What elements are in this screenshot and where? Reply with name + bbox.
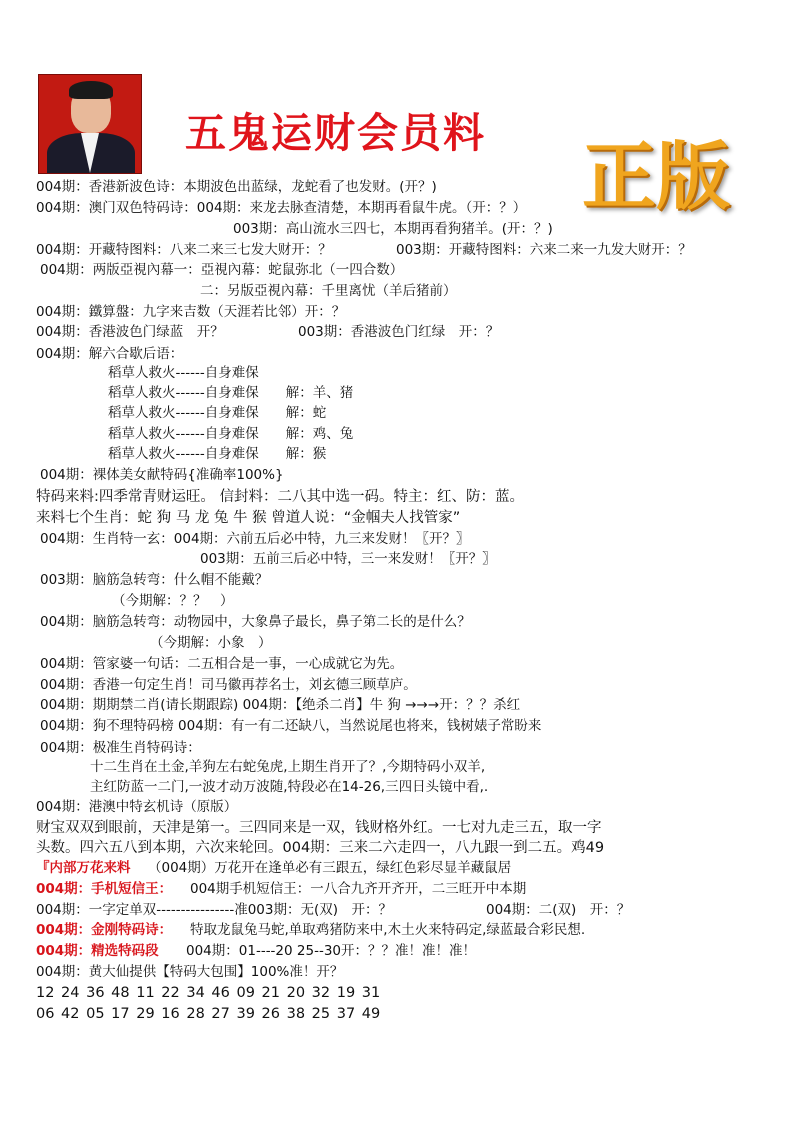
text-line: 稻草人救火------自身难保 解：猴 [108,446,327,462]
text-line: 004期：一字定单双----------------准003期：无(双) 开：？ [36,902,393,918]
text-line: 004期：港澳中特玄机诗（原版） [36,799,238,815]
text-line: 二：另版亞視內幕：千里离忧（羊后猪前） [200,283,457,299]
text-line-highlight: 004期：手机短信王： [36,881,173,897]
text-line: （今期解：？？ ） [112,593,234,609]
text-line: 004期：两版亞視內幕一：亞視內幕：蛇鼠弥北（一四合数） [40,262,404,278]
text-line: 004期：香港波色门绿蓝 开？ [36,324,224,340]
text-line: 004期：裸体美女献特码{准确率100%} [40,467,284,483]
text-line: 003期：脑筋急转弯：什么帽不能戴？ [40,572,269,588]
text-line-highlight: 004期：金刚特码诗： [36,922,173,938]
text-line: 稻草人救火------自身难保 解：羊、猪 [108,385,354,401]
portrait-photo [38,74,142,174]
text-line: 004期：黄大仙提供【特码大包围】100%准！开？ [36,964,344,980]
text-line: 财宝双双到眼前，天津是第一。三四同来是一双，钱财格外红。一七对九走三五，取一字 [36,820,602,836]
text-line: 004期：01----20 25--30开：？？准！准！准！ [186,943,476,959]
text-line: 稻草人救火------自身难保 解：蛇 [108,405,327,421]
text-line: 004期：期期禁二肖(请长期跟踪) 004期：【绝杀二肖】牛 狗 →→→开：？？杀红 [40,697,521,713]
text-line: 004期：狗不理特码榜 004期：有一有二还缺八，当然说尾也将来，钱树婊子常盼来 [40,718,542,734]
authentic-stamp: 正版 [582,134,730,220]
text-line: 004期：二(双) 开：？ [486,902,631,918]
text-line: 003期：高山流水三四七，本期再看狗猪羊。(开：？) [233,221,553,237]
text-line: 003期：五前三后必中特，三一来发财！〖开？〗 [200,551,496,567]
text-line: 稻草人救火------自身难保 解：鸡、兔 [108,426,354,442]
text-line: 头数。四六五八到本期，六次来轮回。004期：三来二六走四一，八九跟一到二五。鸡49 [36,840,605,856]
text-line-highlight: 『内部万花来料 [36,860,131,876]
text-line-highlight: 004期：精选特码段 [36,943,159,959]
text-line: 十二生肖在土金,羊狗左右蛇兔虎,上期生肖开了？,今期特码小双羊, [90,759,486,775]
text-line: 003期：香港波色门红绿 开：？ [298,324,500,340]
text-line: 004期：香港一句定生肖！司马徽再荐名士，刘玄德三顾草庐。 [40,677,417,693]
number-row: 12 24 36 48 11 22 34 46 09 21 20 32 19 31 [36,985,381,1001]
text-line: 004期：极准生肖特码诗： [40,740,201,756]
text-line: 003期：开藏特图料：六来二来一九发大财开：？ [396,242,692,258]
text-line: 稻草人救火------自身难保 [108,365,259,381]
number-row: 06 42 05 17 29 16 28 27 39 26 38 25 37 49 [36,1006,381,1022]
text-line: 主红防蓝一二门,一波才动万波随,特段必在14-26,三四日头镜中看,. [90,779,489,795]
text-line: 004期：香港新波色诗：本期波色出蓝绿，龙蛇看了也发财。(开？) [36,179,437,195]
text-line: 004期：开藏特图料：八来二来三七发大财开：？ [36,242,332,258]
text-line: （今期解：小象 ） [150,635,272,651]
text-line: 004期：生肖特一玄：004期：六前五后必中特，九三来发财！〖开？〗 [40,531,470,547]
text-line: 004期：鐵算盤：九字来吉数（天涯若比邻）开：？ [36,304,346,320]
text-line: 004期：管家婆一句话：二五相合是一事，一心成就它为先。 [40,656,404,672]
text-line: 004期：脑筋急转弯：动物园中，大象鼻子最长，鼻子第二长的是什么？ [40,614,471,630]
text-line: 特取龙鼠兔马蛇,单取鸡猪防来中,木土火来特码定,绿蓝最合彩民想. [190,922,586,938]
text-line: 来料七个生肖：蛇 狗 马 龙 兔 牛 猴 曾道人说：“金帼夫人找管家” [36,510,461,526]
text-line: 特码来料:四季常青财运旺。 信封料：二八其中选一码。特主：红、防：蓝。 [36,489,524,505]
text-line: 004期手机短信王：一八合九齐开齐开，二三旺开中本期 [190,881,527,897]
page-title: 五鬼运财会员料 [185,109,486,157]
portrait-hair [69,81,113,99]
text-line: 004期：解六合歇后语： [36,346,184,362]
text-line: 004期：澳门双色特码诗：004期：来龙去脉查清楚，本期再看鼠牛虎。（开：？） [36,200,527,216]
text-line: （004期）万花开在逢单必有三跟五，绿红色彩尽显羊藏鼠居 [148,860,512,876]
